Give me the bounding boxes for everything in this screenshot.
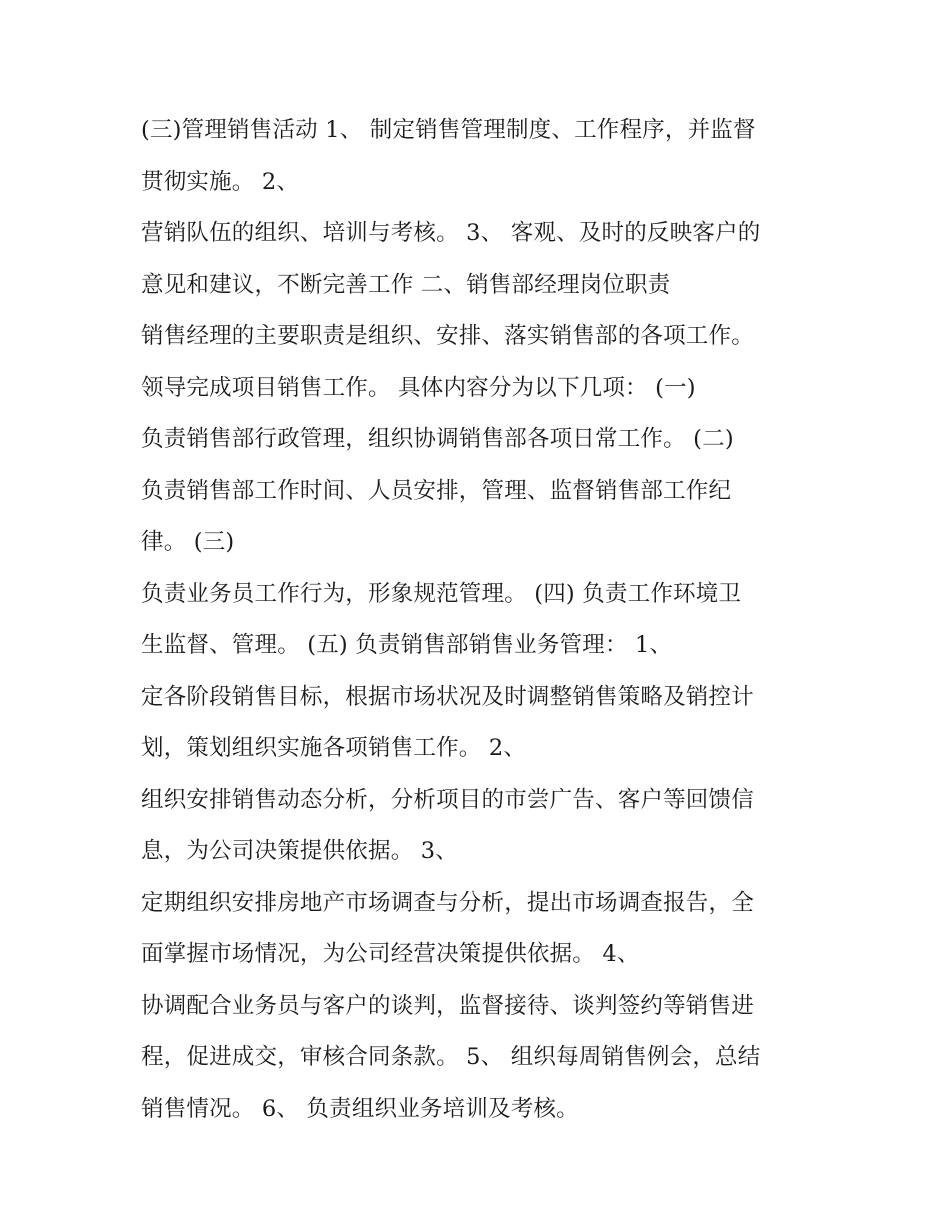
- text-line: 负责销售部工作时间、人员安排，管理、监督销售部工作纪: [141, 477, 732, 504]
- text-line: 定期组织安排房地产市场调查与分析，提出市场调查报告，全: [141, 889, 754, 916]
- text-line: 组织安排销售动态分析，分析项目的市尝广告、客户等回馈信: [141, 786, 754, 813]
- text-line: 律。 (三): [141, 529, 235, 555]
- text-line: 划，策划组织实施各项销售工作。 2、: [141, 735, 527, 761]
- text-line: (三)管理销售活动 1、 制定销售管理制度、工作程序，并监督: [141, 117, 756, 143]
- text-line: 领导完成项目销售工作。 具体内容分为以下几项： (一): [141, 374, 696, 401]
- text-line: 销售情况。 6、 负责组织业务培训及考核。: [141, 1095, 579, 1122]
- text-line: 销售经理的主要职责是组织、安排、落实销售部的各项工作。: [141, 323, 754, 349]
- document-body: [141, 110, 821, 1140]
- text-line: 程，促进成交，审核合同条款。 5、 组织每周销售例会，总结: [141, 1044, 761, 1070]
- text-line: 定各阶段销售目标，根据市场状况及时调整销售策略及销控计: [141, 683, 754, 710]
- text-line: 面掌握市场情况，为公司经营决策提供依据。 4、: [141, 941, 640, 967]
- text-line: 负责业务员工作行为，形象规范管理。 (四) 负责工作环境卫: [141, 580, 742, 607]
- text-line: 营销队伍的组织、培训与考核。 3、 客观、及时的反映客户的: [141, 220, 761, 246]
- text-line: 生监督、管理。 (五) 负责销售部销售业务管理： 1、: [141, 632, 673, 658]
- text-line: 贯彻实施。 2、: [141, 168, 300, 195]
- text-line: 息，为公司决策提供依据。 3、: [141, 838, 458, 864]
- text-line: 意见和建议，不断完善工作 二、销售部经理岗位职责: [141, 271, 671, 298]
- text-line: 负责销售部行政管理，组织协调销售部各项日常工作。 (二): [141, 426, 734, 452]
- text-line: 协调配合业务员与客户的谈判，监督接待、谈判签约等销售进: [141, 992, 754, 1019]
